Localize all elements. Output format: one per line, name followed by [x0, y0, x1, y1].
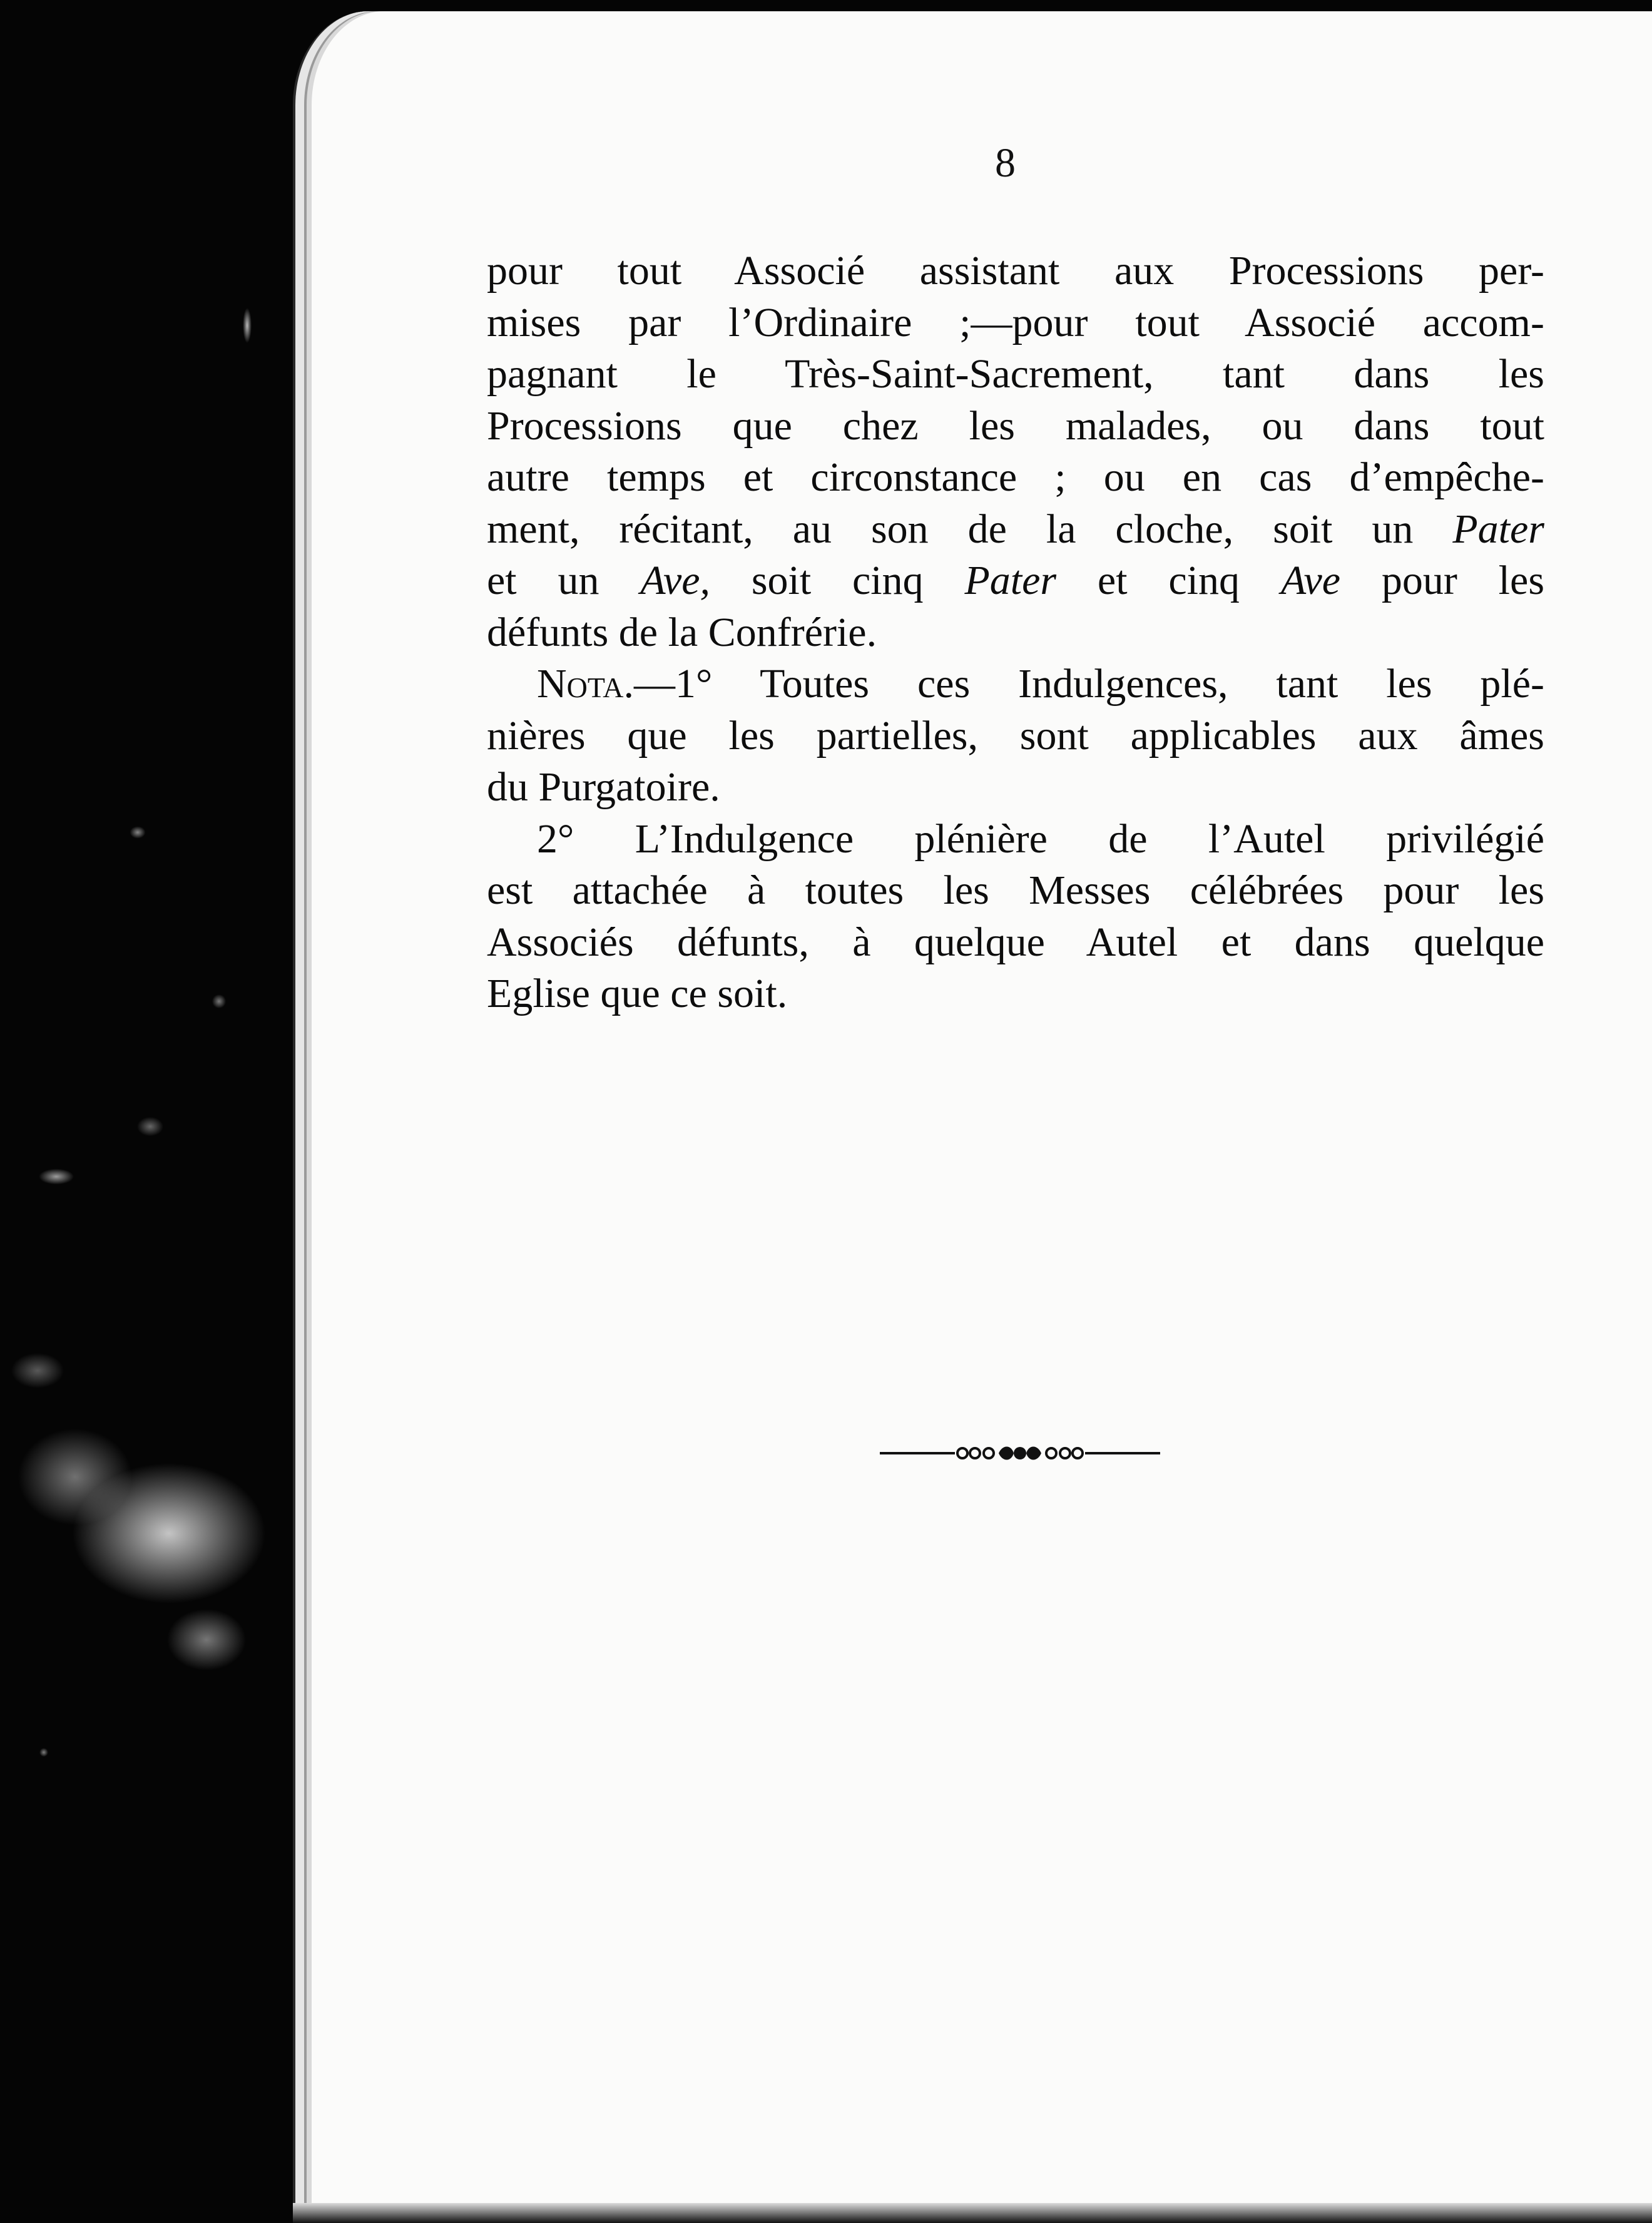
italic-word: Pater: [964, 558, 1057, 603]
text-fragment: et cinq: [1056, 558, 1281, 603]
text-line: 2° L’Indulgence plénière de l’Autel privilégié: [537, 815, 1544, 862]
text-line: du Purgatoire.: [487, 764, 720, 810]
italic-word: Pater: [1452, 506, 1544, 552]
text-fragment: et un: [487, 558, 599, 603]
text-line: défunts de la Confrérie.: [487, 609, 877, 655]
paragraph-1: [487, 245, 1544, 658]
text-line: Processions que chez les malades, ou dans tout: [487, 402, 1544, 449]
text-line: nières que les partielles, sont applicables aux âmes: [487, 712, 1544, 759]
text-line: [487, 658, 1544, 710]
text-line: est attachée à toutes les Messes célébrées pour les: [487, 867, 1544, 913]
text-line: Eglise que ce soit.: [487, 971, 788, 1016]
typographic-rule-ornament-icon: [880, 1441, 1160, 1466]
text-fragment: pour les: [1340, 558, 1544, 603]
page-bottom-edge: [293, 2203, 1652, 2223]
italic-word: Ave,: [640, 558, 711, 603]
text-fragment: —1° Toutes ces Indulgences, tant les plé-: [634, 661, 1544, 707]
italic-word: Ave: [1280, 558, 1341, 603]
paragraph-3: [487, 814, 1544, 1020]
nota-label: Nota.: [537, 661, 635, 707]
text-line: pour tout Associé assistant aux Processions per-: [487, 248, 1544, 294]
text-line: [487, 555, 1544, 607]
paragraph-2: [487, 658, 1544, 814]
text-line: Associés défunts, à quelque Autel et dans quelque: [487, 919, 1544, 965]
text-fragment: soit cinq: [710, 558, 965, 603]
page-number: 8: [995, 140, 1016, 186]
text-line: [487, 504, 1544, 556]
text-line: pagnant le Très-Saint-Sacrement, tant dans les: [487, 351, 1544, 397]
text-line: autre temps et circonstance ; ou en cas d’empêche-: [487, 454, 1544, 500]
text-fragment: ment, récitant, au son de la cloche, soit un: [487, 506, 1414, 552]
text-line: mises par l’Ordinaire ;—pour tout Associé accom-: [487, 299, 1544, 345]
body-text: [487, 245, 1544, 1020]
